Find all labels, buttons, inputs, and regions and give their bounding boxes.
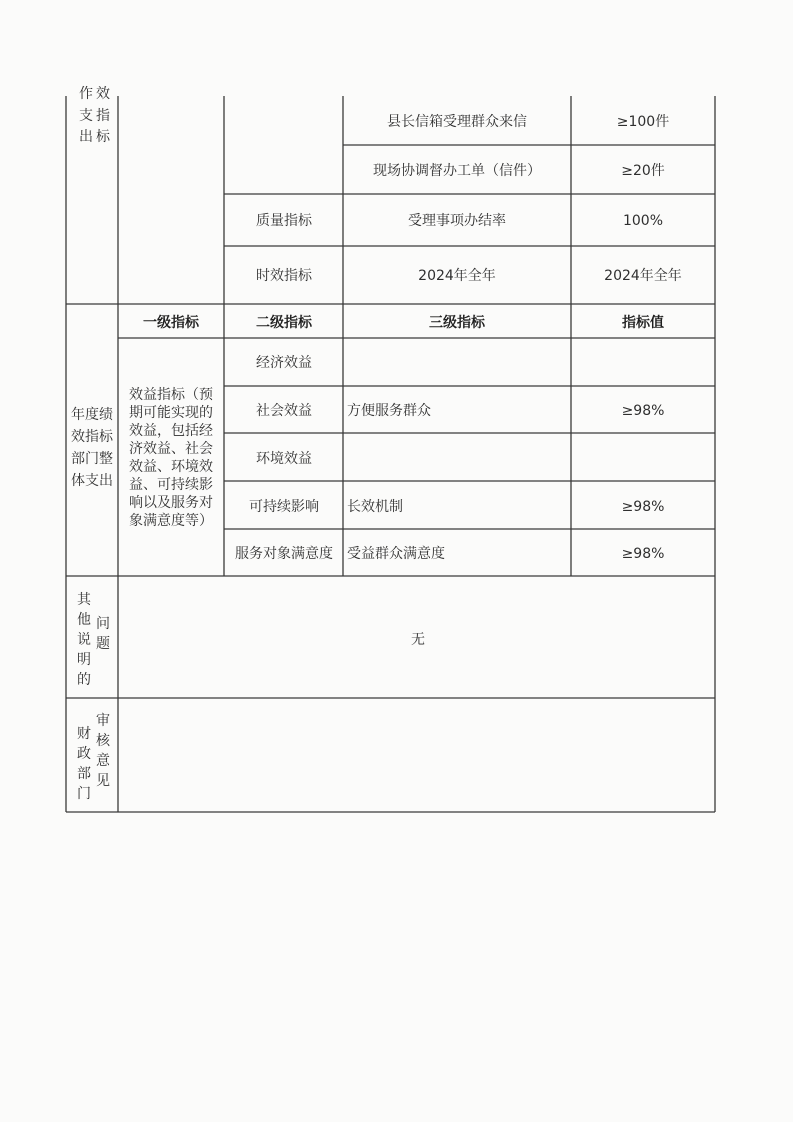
svg-text:问: 问 [96,616,110,632]
cell-value: ≥20件 [621,163,665,179]
cell-second: 质量指标 [256,213,312,229]
output-rows [256,113,682,284]
svg-text:明: 明 [77,652,91,668]
cell-third: 长效机制 [347,499,403,515]
svg-text:审: 审 [96,713,110,729]
section-label [71,406,114,489]
svg-text:效益，包括经: 效益，包括经 [129,423,213,439]
cell-value: ≥98% [621,403,665,419]
header-second: 二级指标 [256,315,312,331]
finance-review [77,712,111,802]
cell-second: 服务对象满意度 [235,546,333,562]
cell-third: 方便服务群众 [347,403,431,419]
svg-text:作: 作 [79,86,93,102]
other-content: 无 [411,632,425,648]
cell-second: 经济效益 [256,355,312,371]
svg-text:政: 政 [77,746,91,762]
svg-text:象满意度等）: 象满意度等） [129,513,213,529]
benefit-rows [235,354,664,562]
cell-value: ≥98% [621,546,665,562]
header-first: 一级指标 [143,315,199,331]
svg-text:支: 支 [79,108,93,124]
svg-text:期可能实现的: 期可能实现的 [129,405,213,421]
svg-text:效益、环境效: 效益、环境效 [129,459,213,475]
svg-text:核: 核 [96,733,110,749]
svg-text:年度绩: 年度绩 [71,407,113,423]
svg-text:部门整: 部门整 [71,451,113,467]
svg-text:效指标: 效指标 [71,429,113,445]
svg-text:见: 见 [96,773,110,789]
cell-third: 县长信箱受理群众来信 [387,114,527,130]
cell-value: 2024年全年 [604,268,682,284]
svg-text:财: 财 [77,726,91,742]
svg-text:其: 其 [77,592,91,608]
svg-text:济效益、社会: 济效益、社会 [129,441,213,457]
benefit-label [129,386,213,529]
svg-text:他: 他 [77,612,91,628]
svg-text:响以及服务对: 响以及服务对 [129,495,213,511]
cell-value: 100% [622,213,664,229]
cell-third: 现场协调督办工单（信件） [373,163,541,179]
svg-text:意: 意 [96,753,110,769]
svg-text:的: 的 [77,672,91,688]
cell-second: 时效指标 [256,268,312,284]
cell-third: 受益群众满意度 [347,546,445,562]
cell-third: 2024年全年 [418,268,496,284]
cell-second: 环境效益 [256,451,312,467]
svg-text:效: 效 [96,86,110,102]
header-row [143,314,664,331]
svg-text:指: 指 [96,108,110,124]
top-left-label [79,86,111,145]
header-third: 三级指标 [429,315,485,331]
cell-value: ≥98% [621,499,665,515]
svg-text:门: 门 [77,786,91,802]
svg-text:说: 说 [77,632,91,648]
cell-value: ≥100件 [616,114,670,130]
svg-text:体支出: 体支出 [71,473,113,489]
header-value: 指标值 [622,315,664,331]
svg-text:出: 出 [79,129,93,145]
svg-text:部: 部 [77,766,91,782]
cell-second: 社会效益 [256,403,312,419]
svg-text:题: 题 [96,636,110,652]
svg-text:效益指标（预: 效益指标（预 [129,387,213,403]
cell-second: 可持续影响 [249,499,319,515]
svg-text:益、可持续影: 益、可持续影 [129,477,213,493]
cell-third: 受理事项办结率 [408,213,506,229]
svg-text:标: 标 [96,129,110,145]
other-notes [77,592,425,688]
